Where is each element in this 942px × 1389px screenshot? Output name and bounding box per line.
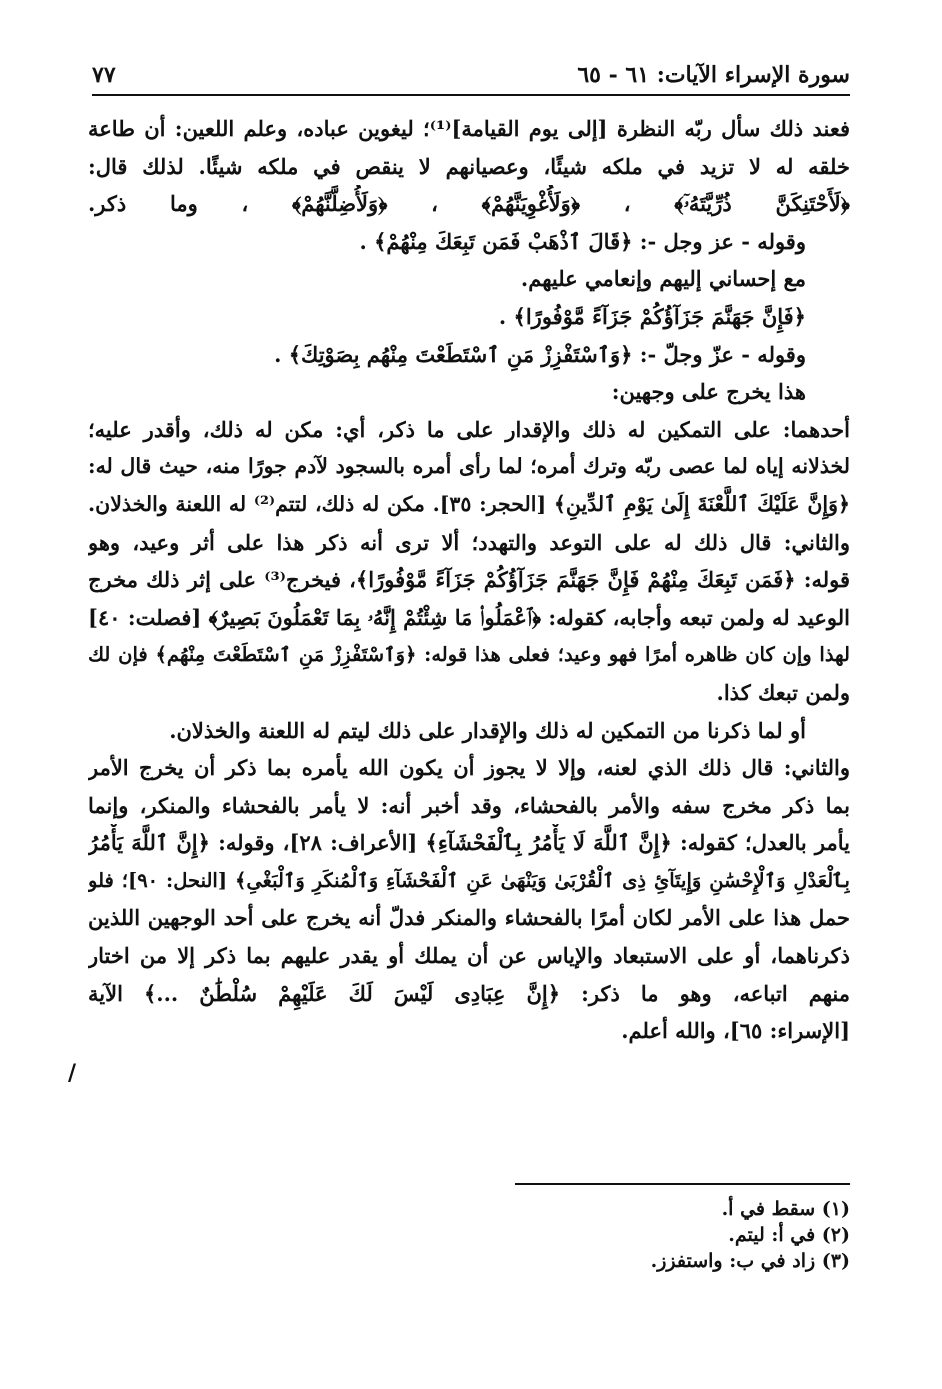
footnote: (٣) زاد في ب: واستفزز. xyxy=(650,1250,850,1272)
body-line: وقوله - عز وجل -: ﴿قَالَ ٱذْهَبْ فَمَن تَبِعَكَ مِنْهُمْ﴾ . xyxy=(359,228,806,254)
body-line: لخذلانه إياه لما عصى ربّه وترك أمره؛ لما رأى أمره بالسجود لآدم جورًا منه، حيث قال له: xyxy=(88,454,850,479)
body-line: والثاني: قال ذلك الذي لعنه، وإلا لا يجوز أن يكون الله يأمره بما ذكر أن يخرج الأمر xyxy=(88,755,850,781)
body-line: لهذا وإن كان ظاهره أمرًا فهو وعيد؛ فعلى هذا قوله: ﴿وَٱسْتَفْزِزْ مَنِ ٱسْتَطَعْتَ مِنْهُم﴾ فإن لك xyxy=(88,643,850,667)
body-line: خلقه له لا تزيد في ملكه شيئًا، وعصيانهم لا ينقص في ملكه شيئًا. لذلك قال: xyxy=(88,153,850,179)
body-line: مع إحساني إليهم وإنعامي عليهم. xyxy=(520,266,806,292)
body-line: ولمن تبعك كذا. xyxy=(716,679,850,705)
body-line: أحدهما: على التمكين له ذلك والإقدار على ما ذكر، أي: مكن له ذلك، وأقدر عليه؛ xyxy=(88,416,850,442)
body-line: ﴿فَإِنَّ جَهَنَّمَ جَزَآؤُكُمْ جَزَآءً مَّوْفُورًا﴾ . xyxy=(498,303,806,329)
footnote: (٢) في أ: ليتم. xyxy=(728,1224,850,1246)
body-line: حمل هذا على الأمر لكان أمرًا بالفحشاء والمنكر فدلّ أنه يخرج على أحد الوجهين اللذين xyxy=(88,905,850,931)
footnotes xyxy=(500,1196,850,1274)
body-line: أو لما ذكرنا من التمكين له ذلك والإقدار على ذلك ليتم له اللعنة والخذلان. xyxy=(169,717,806,743)
body-line: بما ذكر مخرج سفه والأمر بالفحشاء، وقد أخبر أنه: لا يأمر بالفحشاء والمنكر، وإنما xyxy=(88,792,850,818)
body-line: هذا يخرج على وجهين: xyxy=(611,379,806,405)
body-line: والثاني: قال ذلك له على التوعد والتهدد؛ ألا ترى أنه ذكر هذا على أثر وعيد، وهو xyxy=(88,529,850,555)
running-title: سورة الإسراء الآيات: ٦١ - ٦٥ xyxy=(577,62,850,88)
body-line: ﴿وَإِنَّ عَلَيْكَ ٱللَّعْنَةَ إِلَىٰ يَوْمِ ٱلدِّينِ﴾ [الحجر: ٣٥]. مكن له ذلك، لتتم⁽²⁾ له اللعنة والخذلان. xyxy=(88,491,850,516)
body-line: فعند ذلك سأل ربّه النظرة [إلى يوم القيامة]⁽¹⁾؛ ليغوين عباده، وعلم اللعين: أن طاعة xyxy=(88,116,850,141)
body-text xyxy=(88,110,850,1050)
body-line: منهم اتباعه، وهو ما ذكر: ﴿إِنَّ عِبَادِى لَيْسَ لَكَ عَلَيْهِمْ سُلْطَٰنٌ ...﴾ الآية xyxy=(88,980,850,1006)
page-number: ٧٧ xyxy=(92,62,116,88)
body-line: الوعيد له ولمن تبعه وأجابه، كقوله: ﴿ٱعْمَلُوا۟ مَا شِئْتُمْ إِنَّهُۥ بِمَا تَعْمَلُونَ بَصِيرٌ﴾ [فصلت: ٤٠] xyxy=(88,604,850,630)
body-line: ذكرناهما، أو على الاستبعاد والإياس عن أن يملك أو يقدر عليهم بما ذكر إلا من اختار xyxy=(88,943,850,969)
body-line: وقوله - عزّ وجلّ -: ﴿وَٱسْتَفْزِزْ مَنِ ٱسْتَطَعْتَ مِنْهُم بِصَوْتِكَ﴾ . xyxy=(274,341,806,367)
body-line: يأمر بالعدل؛ كقوله: ﴿إِنَّ ٱللَّهَ لَا يَأْمُرُ بِٱلْفَحْشَآءِ﴾ [الأعراف: ٢٨]، وقوله: ﴿إِنَّ ٱللَّهَ يَأْمُرُ xyxy=(88,830,850,856)
footnote-rule xyxy=(515,1183,850,1185)
body-line: بِٱلْعَدْلِ وَٱلْإِحْسَٰنِ وَإِيتَآئِ ذِى ٱلْقُرْبَىٰ وَيَنْهَىٰ عَنِ ٱلْفَحْشَآءِ وَٱلْمُنكَرِ وَٱلْبَغْىِ﴾ [النحل: ٩٠]؛ فلو xyxy=(88,868,850,892)
body-line: ﴿لَأَحْتَنِكَنَّ ذُرِّيَّتَهُۥٓ﴾ ، ﴿وَلَأُغْوِيَنَّهُمْ﴾ ، ﴿وَلَأُضِلَّنَّهُمْ﴾ ، وما ذكر. xyxy=(88,191,850,217)
body-line: [الإسراء: ٦٥]، والله أعلم. xyxy=(621,1018,850,1044)
body-line: قوله: ﴿فَمَن تَبِعَكَ مِنْهُمْ فَإِنَّ جَهَنَّمَ جَزَآؤُكُمْ جَزَآءً مَّوْفُورًا﴾، فيخرج⁽³⁾ على إثر ذلك مخرج xyxy=(88,567,850,593)
page-header xyxy=(92,52,850,88)
footnote: (١) سقط في أ. xyxy=(721,1198,850,1220)
header-rule xyxy=(92,94,850,96)
marginal-mark: / xyxy=(68,1060,77,1086)
